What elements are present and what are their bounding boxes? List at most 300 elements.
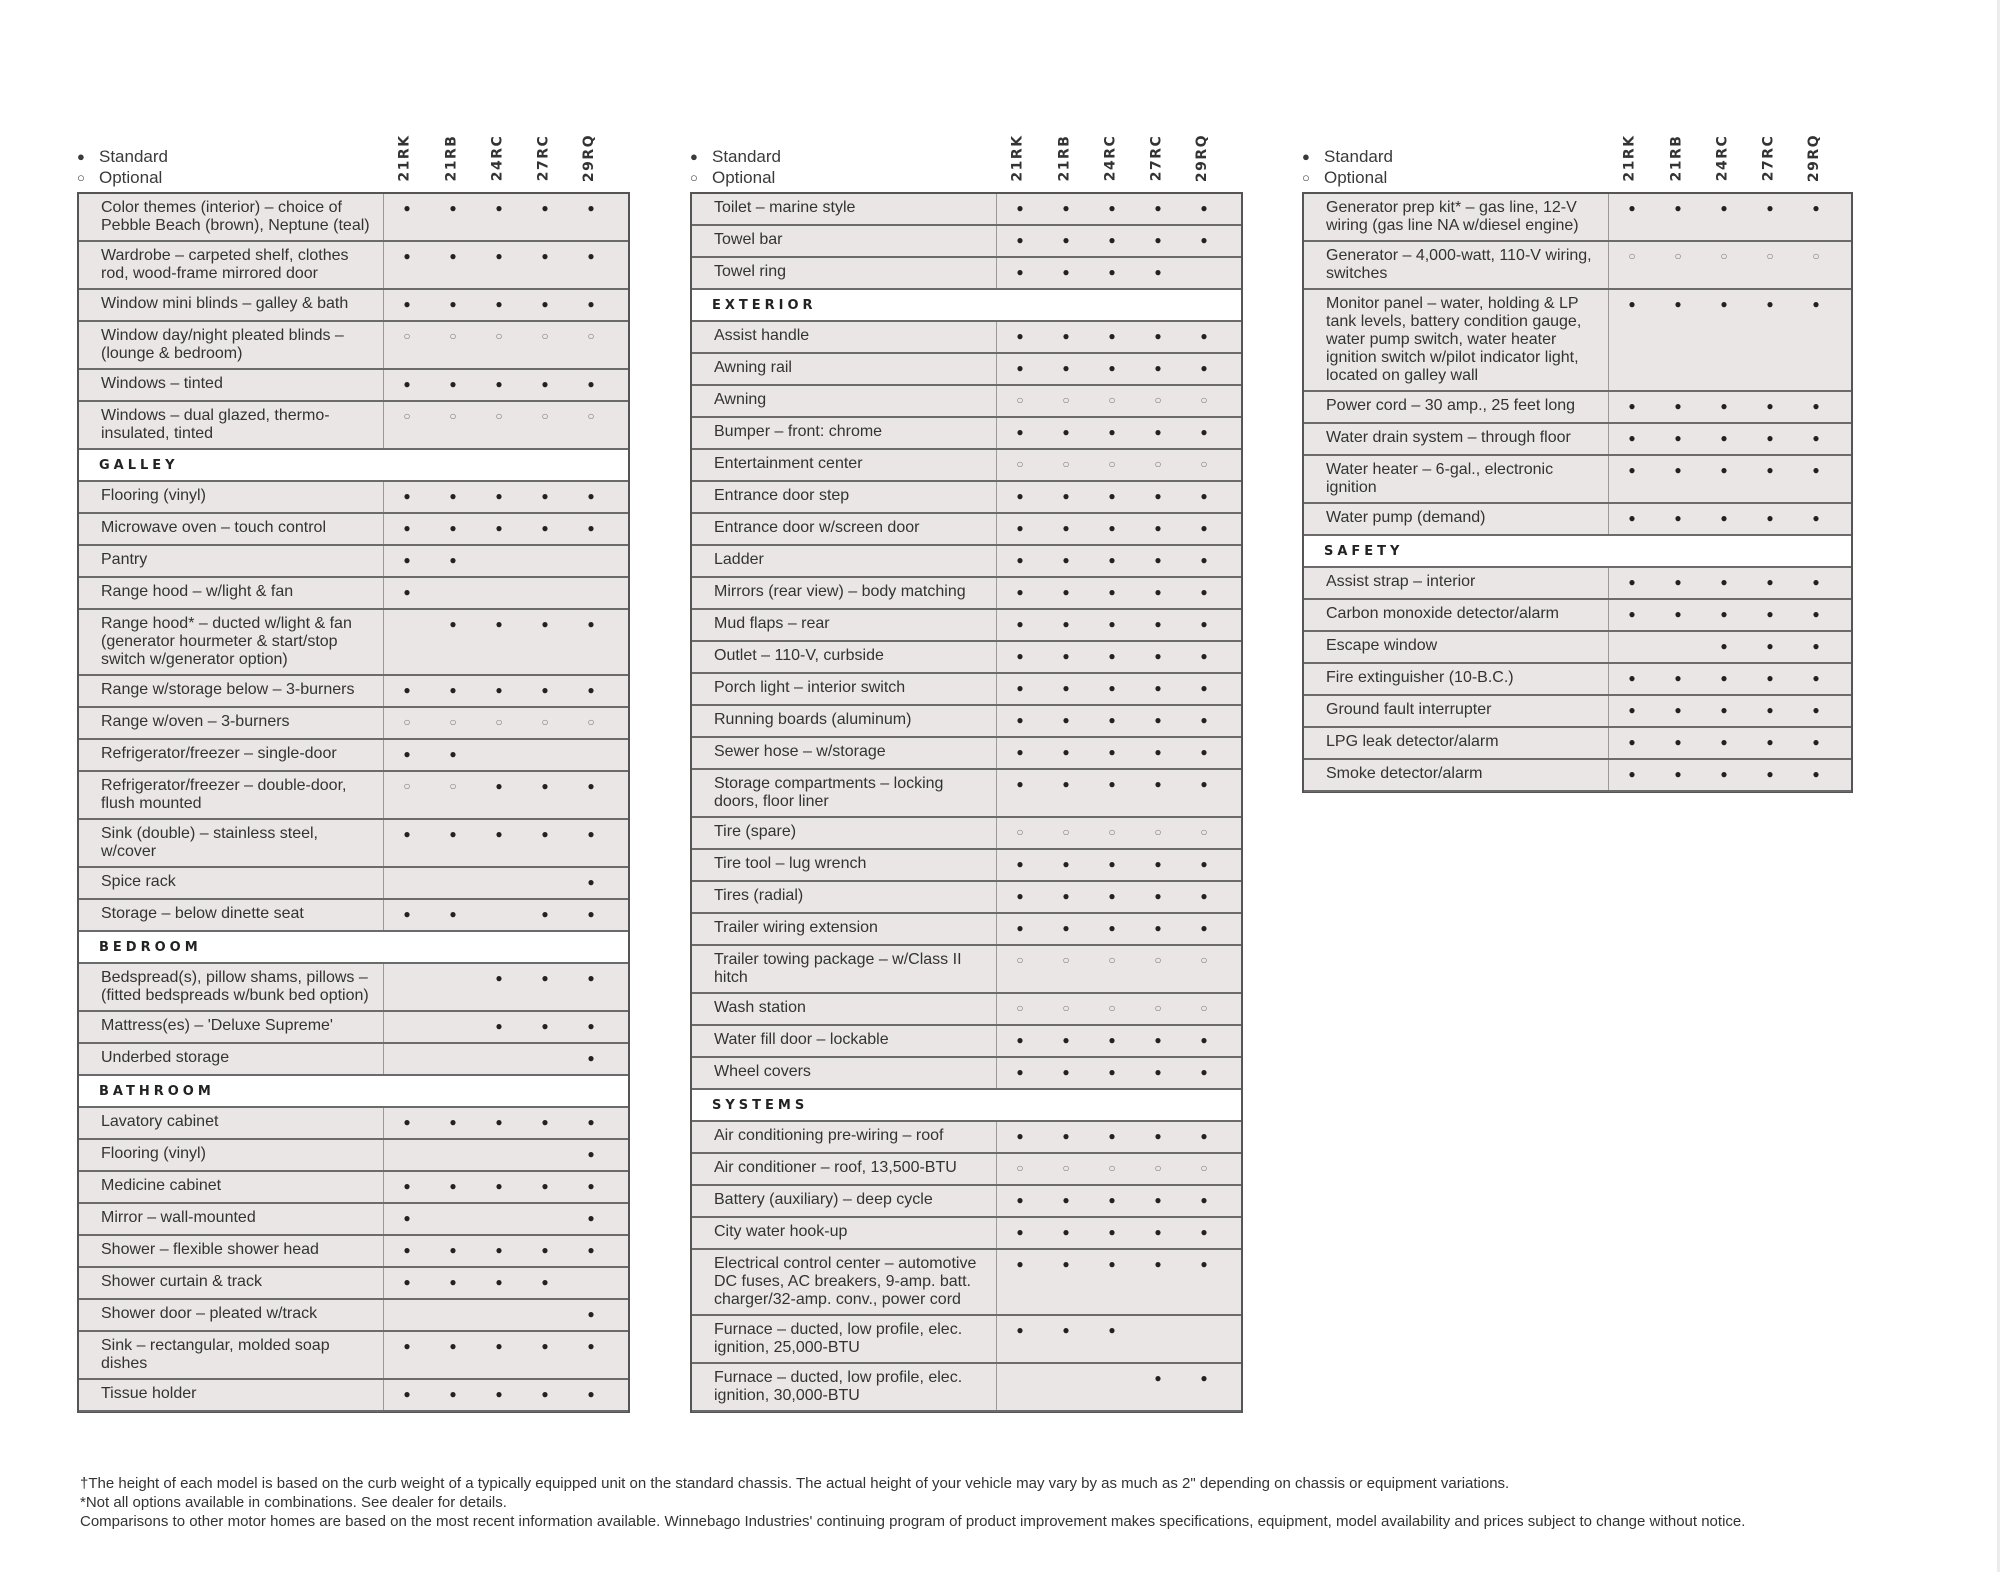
- footnote-options: *Not all options available in combinations. See dealer for details.: [80, 1494, 507, 1511]
- standard-dot-icon: [1655, 290, 1701, 312]
- standard-dot-icon: [997, 514, 1043, 536]
- feature-label: Refrigerator/freezer – single-door: [79, 740, 384, 770]
- feature-row: [692, 194, 1241, 226]
- standard-dot-icon: [1135, 418, 1181, 440]
- standard-dot-icon: [1043, 226, 1089, 248]
- optional-circle-icon: [1043, 818, 1089, 840]
- empty-cell: [1135, 1316, 1181, 1322]
- standard-dot-icon: [522, 1172, 568, 1194]
- empty-cell: [476, 740, 522, 746]
- standard-dot-icon: [1747, 664, 1793, 686]
- standard-dot-icon: [1181, 418, 1227, 440]
- standard-dot-icon: [997, 578, 1043, 600]
- optional-circle-icon: [997, 818, 1043, 840]
- empty-cell: [522, 868, 568, 874]
- standard-dot-icon: [1181, 1250, 1227, 1272]
- feature-row: [692, 642, 1241, 674]
- standard-dot-icon: [384, 740, 430, 762]
- standard-dot-icon: [1181, 642, 1227, 664]
- standard-dot-icon: [1089, 914, 1135, 936]
- standard-dot-icon: [997, 882, 1043, 904]
- feature-label: Generator prep kit* – gas line, 12-V wiring (gas line NA w/diesel engine): [1304, 194, 1609, 240]
- empty-cell: [522, 578, 568, 584]
- model-name: 21RK: [397, 134, 413, 182]
- optional-circle-icon: [1655, 242, 1701, 264]
- standard-dot-icon: [522, 514, 568, 536]
- standard-dot-icon: [430, 676, 476, 698]
- optional-circle-icon: [1701, 242, 1747, 264]
- section-header: EXTERIOR: [692, 290, 1241, 322]
- feature-label: Range w/oven – 3-burners: [79, 708, 384, 738]
- feature-label: Pantry: [79, 546, 384, 576]
- standard-dot-icon: [1655, 194, 1701, 216]
- legend-standard: [690, 146, 781, 167]
- optional-circle-icon: [1181, 1154, 1227, 1176]
- feature-label: Tires (radial): [692, 882, 997, 912]
- model-header: [1653, 116, 1699, 188]
- standard-dot-icon: [1181, 1058, 1227, 1080]
- feature-label: Tissue holder: [79, 1380, 384, 1410]
- standard-dot-icon: [1701, 456, 1747, 478]
- feature-label: Mirrors (rear view) – body matching: [692, 578, 997, 608]
- feature-row: [79, 1140, 628, 1172]
- standard-dot-icon: [1747, 568, 1793, 590]
- optional-circle-icon: [1043, 946, 1089, 968]
- feature-label: Water heater – 6-gal., electronic ignition: [1304, 456, 1609, 502]
- empty-cell: [476, 1300, 522, 1306]
- standard-dot-icon: [1181, 1186, 1227, 1208]
- standard-dot-icon: [1043, 610, 1089, 632]
- standard-dot-icon: [1747, 728, 1793, 750]
- section-header: GALLEY: [79, 450, 628, 482]
- feature-label: Window day/night pleated blinds – (lounge & bedroom): [79, 322, 384, 368]
- standard-dot-icon: [1793, 632, 1839, 654]
- standard-dot-icon: [1135, 610, 1181, 632]
- standard-dot-icon: [1609, 424, 1655, 446]
- empty-cell: [1181, 1316, 1227, 1322]
- standard-dot-icon: [1701, 424, 1747, 446]
- standard-dot-icon: [522, 290, 568, 312]
- feature-row: [692, 946, 1241, 994]
- optional-circle-icon: [1089, 386, 1135, 408]
- feature-label: Entrance door w/screen door: [692, 514, 997, 544]
- empty-cell: [1655, 632, 1701, 638]
- standard-dot-icon: [522, 1236, 568, 1258]
- model-header: [1133, 116, 1179, 188]
- feature-label: Color themes (interior) – choice of Pebble Beach (brown), Neptune (teal): [79, 194, 384, 240]
- standard-dot-icon: [1747, 194, 1793, 216]
- optional-circle-icon: ○: [690, 170, 698, 185]
- standard-dot-icon: [1135, 1058, 1181, 1080]
- feature-row: [1304, 696, 1851, 728]
- standard-dot-icon: [1089, 578, 1135, 600]
- feature-row: [79, 1108, 628, 1140]
- feature-label: Wheel covers: [692, 1058, 997, 1088]
- standard-dot-icon: [384, 900, 430, 922]
- standard-dot-icon: [1043, 1316, 1089, 1338]
- feature-row: [79, 1172, 628, 1204]
- standard-dot-icon: [1043, 194, 1089, 216]
- standard-dot-icon: [384, 1268, 430, 1290]
- standard-dot-icon: [1089, 1058, 1135, 1080]
- standard-dot-icon: [384, 1204, 430, 1226]
- standard-dot-icon: [1135, 1218, 1181, 1240]
- standard-dot-icon: [522, 772, 568, 794]
- standard-dot-icon: [430, 290, 476, 312]
- feature-row: [692, 818, 1241, 850]
- standard-dot-icon: [1089, 418, 1135, 440]
- legend-optional: [1302, 167, 1393, 188]
- standard-dot-icon: [997, 706, 1043, 728]
- standard-dot-icon: [997, 1122, 1043, 1144]
- feature-label: Outlet – 110-V, curbside: [692, 642, 997, 672]
- standard-dot-icon: [1655, 600, 1701, 622]
- standard-dot-icon: [1043, 674, 1089, 696]
- optional-circle-icon: [1089, 994, 1135, 1016]
- section-header: SYSTEMS: [692, 1090, 1241, 1122]
- feature-label: Toilet – marine style: [692, 194, 997, 224]
- standard-dot-icon: [1043, 914, 1089, 936]
- standard-dot-icon: [1043, 642, 1089, 664]
- optional-circle-icon: [476, 708, 522, 730]
- model-name: 24RC: [489, 134, 506, 182]
- standard-dot-icon: [1089, 642, 1135, 664]
- optional-circle-icon: [1043, 1154, 1089, 1176]
- standard-dot-icon: [522, 242, 568, 264]
- model-name: 27RC: [535, 134, 552, 182]
- standard-dot-icon: [522, 610, 568, 632]
- standard-dot-icon: [1043, 514, 1089, 536]
- feature-row: [79, 578, 628, 610]
- model-name: 29RQ: [1194, 133, 1211, 183]
- feature-label: Furnace – ducted, low profile, elec. ignition, 30,000-BTU: [692, 1364, 997, 1410]
- optional-circle-icon: [1089, 1154, 1135, 1176]
- standard-dot-icon: [1135, 482, 1181, 504]
- feature-row: [692, 1026, 1241, 1058]
- standard-dot-icon: [1043, 578, 1089, 600]
- feature-label: Window mini blinds – galley & bath: [79, 290, 384, 320]
- feature-label: Assist handle: [692, 322, 997, 352]
- standard-dot-icon: [1747, 696, 1793, 718]
- standard-dot-icon: [1089, 1250, 1135, 1272]
- standard-dot-icon: [997, 226, 1043, 248]
- feature-row: [692, 738, 1241, 770]
- optional-circle-icon: [384, 402, 430, 424]
- standard-dot-icon: [1043, 882, 1089, 904]
- empty-cell: [384, 1012, 430, 1018]
- standard-dot-icon: [568, 1172, 614, 1194]
- legend-optional-label: Optional: [712, 168, 776, 187]
- standard-dot-icon: [1135, 578, 1181, 600]
- standard-dot-icon: [568, 610, 614, 632]
- feature-label: Underbed storage: [79, 1044, 384, 1074]
- optional-circle-icon: [1089, 946, 1135, 968]
- feature-row: [1304, 424, 1851, 456]
- feature-row: [1304, 392, 1851, 424]
- standard-dot-icon: [1609, 760, 1655, 782]
- standard-dot-icon: [997, 354, 1043, 376]
- feature-row: [692, 706, 1241, 738]
- standard-dot-icon: [1043, 418, 1089, 440]
- standard-dot-icon: [1043, 850, 1089, 872]
- standard-dot-icon: [1135, 914, 1181, 936]
- standard-dot-icon: [522, 1332, 568, 1354]
- feature-row: [79, 322, 628, 370]
- feature-label: Sink (double) – stainless steel, w/cover: [79, 820, 384, 866]
- standard-dot-icon: [384, 676, 430, 698]
- standard-dot-icon: [1043, 1218, 1089, 1240]
- legend-optional-label: Optional: [99, 168, 163, 187]
- standard-dot-icon: [1135, 850, 1181, 872]
- optional-circle-icon: [1181, 818, 1227, 840]
- standard-dot-icon: [1701, 696, 1747, 718]
- standard-dot-icon: [522, 1012, 568, 1034]
- standard-dot-icon: [476, 772, 522, 794]
- feature-label: Tire tool – lug wrench: [692, 850, 997, 880]
- feature-label: Bedspread(s), pillow shams, pillows – (fitted bedspreads w/bunk bed option): [79, 964, 384, 1010]
- empty-cell: [522, 740, 568, 746]
- feature-row: [692, 354, 1241, 386]
- feature-row: [79, 1268, 628, 1300]
- feature-row: [692, 770, 1241, 818]
- standard-dot-icon: [1043, 770, 1089, 792]
- feature-row: [79, 1044, 628, 1076]
- standard-dot-icon: [1089, 1026, 1135, 1048]
- standard-dot-icon: [568, 820, 614, 842]
- feature-row: [692, 258, 1241, 290]
- standard-dot-icon: [1043, 258, 1089, 280]
- empty-cell: [522, 1204, 568, 1210]
- empty-cell: [568, 740, 614, 746]
- empty-cell: [476, 578, 522, 584]
- feature-row: [79, 1012, 628, 1044]
- feature-row: [79, 402, 628, 450]
- feature-row: [692, 322, 1241, 354]
- standard-dot-icon: [1135, 546, 1181, 568]
- feature-label: Refrigerator/freezer – double-door, flush mounted: [79, 772, 384, 818]
- standard-dot-icon: [997, 482, 1043, 504]
- standard-dot-icon: [1747, 392, 1793, 414]
- feature-label: Trailer wiring extension: [692, 914, 997, 944]
- standard-dot-icon: [1181, 914, 1227, 936]
- standard-dot-icon: [1181, 226, 1227, 248]
- standard-dot-icon: [568, 1044, 614, 1066]
- feature-label: Assist strap – interior: [1304, 568, 1609, 598]
- standard-dot-icon: [522, 370, 568, 392]
- optional-circle-icon: [997, 450, 1043, 472]
- feature-row: [692, 226, 1241, 258]
- feature-label: Towel ring: [692, 258, 997, 288]
- feature-label: Running boards (aluminum): [692, 706, 997, 736]
- feature-column-2: [690, 108, 1243, 1413]
- standard-dot-icon: [384, 820, 430, 842]
- feature-label: Fire extinguisher (10-B.C.): [1304, 664, 1609, 694]
- standard-dot-icon: [1181, 882, 1227, 904]
- standard-dot-icon: [1181, 482, 1227, 504]
- empty-cell: [430, 1300, 476, 1306]
- footnote-disclaimer: Comparisons to other motor homes are based on the most recent information available. Winnebago Industries' continuing program of product improvement makes specifications, equipment, model availability and prices subject to change without notice.: [80, 1513, 1746, 1530]
- standard-dot-icon: [384, 194, 430, 216]
- standard-dot-icon: [1135, 1364, 1181, 1386]
- feature-label: Ladder: [692, 546, 997, 576]
- standard-dot-icon: [476, 242, 522, 264]
- standard-dot-icon: [568, 1332, 614, 1354]
- feature-row: [692, 1186, 1241, 1218]
- feature-row: [1304, 632, 1851, 664]
- feature-row: [692, 1316, 1241, 1364]
- optional-circle-icon: [430, 772, 476, 794]
- standard-dot-icon: [568, 290, 614, 312]
- empty-cell: [1181, 258, 1227, 264]
- legend-standard-label: Standard: [99, 147, 168, 166]
- standard-dot-icon: [1043, 546, 1089, 568]
- standard-dot-icon: [1089, 322, 1135, 344]
- legend-optional: [77, 167, 168, 188]
- feature-label: Tire (spare): [692, 818, 997, 848]
- empty-cell: [384, 1300, 430, 1306]
- standard-dot-icon: [1701, 504, 1747, 526]
- feature-row: [1304, 728, 1851, 760]
- standard-dot-icon: [997, 546, 1043, 568]
- standard-dot-icon: [1747, 504, 1793, 526]
- standard-dot-icon: [1793, 194, 1839, 216]
- feature-row: [79, 370, 628, 402]
- feature-label: Awning rail: [692, 354, 997, 384]
- standard-dot-icon: [997, 914, 1043, 936]
- standard-dot-icon: [1609, 728, 1655, 750]
- feature-row: [79, 290, 628, 322]
- legend: [690, 146, 781, 188]
- empty-cell: [522, 1300, 568, 1306]
- standard-dot-icon: [430, 820, 476, 842]
- standard-dot-icon: [1089, 546, 1135, 568]
- standard-dot-icon: [1747, 600, 1793, 622]
- standard-dot-icon: [568, 964, 614, 986]
- standard-dot-icon: [997, 1250, 1043, 1272]
- standard-dot-icon: [476, 370, 522, 392]
- section-header: SAFETY: [1304, 536, 1851, 568]
- standard-dot-icon: ●: [1302, 149, 1310, 164]
- standard-dot-icon: [1793, 568, 1839, 590]
- feature-label: Entertainment center: [692, 450, 997, 480]
- legend-optional: [690, 167, 781, 188]
- feature-row: [692, 418, 1241, 450]
- standard-dot-icon: [476, 1268, 522, 1290]
- standard-dot-icon: [384, 1380, 430, 1402]
- standard-dot-icon: [1747, 424, 1793, 446]
- standard-dot-icon: [1089, 258, 1135, 280]
- empty-cell: [1043, 1364, 1089, 1370]
- standard-dot-icon: [568, 370, 614, 392]
- standard-dot-icon: [1181, 674, 1227, 696]
- standard-dot-icon: [522, 1108, 568, 1130]
- legend: [1302, 146, 1393, 188]
- feature-row: [79, 610, 628, 676]
- empty-cell: [476, 1204, 522, 1210]
- standard-dot-icon: [1181, 706, 1227, 728]
- feature-row: [79, 546, 628, 578]
- optional-circle-icon: [1135, 1154, 1181, 1176]
- standard-dot-icon: [430, 900, 476, 922]
- feature-label: Range w/storage below – 3-burners: [79, 676, 384, 706]
- standard-dot-icon: [997, 610, 1043, 632]
- feature-row: [79, 482, 628, 514]
- feature-row: [79, 1380, 628, 1412]
- standard-dot-icon: [1181, 194, 1227, 216]
- standard-dot-icon: [997, 1026, 1043, 1048]
- model-name: 24RC: [1102, 134, 1119, 182]
- optional-circle-icon: [1043, 386, 1089, 408]
- optional-circle-icon: [522, 402, 568, 424]
- empty-cell: [476, 1140, 522, 1146]
- standard-dot-icon: [1181, 610, 1227, 632]
- feature-row: [79, 676, 628, 708]
- standard-dot-icon: [430, 1236, 476, 1258]
- standard-dot-icon: [384, 1332, 430, 1354]
- standard-dot-icon: [1655, 760, 1701, 782]
- optional-circle-icon: [1181, 946, 1227, 968]
- optional-circle-icon: [1043, 450, 1089, 472]
- standard-dot-icon: [1701, 728, 1747, 750]
- standard-dot-icon: [1701, 632, 1747, 654]
- model-header: [1087, 116, 1133, 188]
- empty-cell: [997, 1364, 1043, 1370]
- standard-dot-icon: [384, 578, 430, 600]
- optional-circle-icon: [1135, 386, 1181, 408]
- empty-cell: [522, 1140, 568, 1146]
- standard-dot-icon: [384, 370, 430, 392]
- feature-table: [77, 192, 630, 1413]
- feature-row: [692, 882, 1241, 914]
- standard-dot-icon: [1793, 696, 1839, 718]
- standard-dot-icon: [1089, 1122, 1135, 1144]
- feature-row: [692, 482, 1241, 514]
- optional-circle-icon: ○: [1302, 170, 1310, 185]
- optional-circle-icon: [430, 402, 476, 424]
- standard-dot-icon: [568, 676, 614, 698]
- feature-label: Furnace – ducted, low profile, elec. ignition, 25,000-BTU: [692, 1316, 997, 1362]
- feature-label: Battery (auxiliary) – deep cycle: [692, 1186, 997, 1216]
- model-header: [520, 116, 566, 188]
- standard-dot-icon: [1089, 514, 1135, 536]
- legend-standard: [1302, 146, 1393, 167]
- empty-cell: [384, 1044, 430, 1050]
- model-header: [428, 116, 474, 188]
- feature-label: Ground fault interrupter: [1304, 696, 1609, 726]
- model-header: [1699, 116, 1745, 188]
- feature-table: [1302, 192, 1853, 793]
- standard-dot-icon: [997, 1058, 1043, 1080]
- feature-row: [79, 772, 628, 820]
- optional-circle-icon: [1135, 818, 1181, 840]
- standard-dot-icon: [1089, 1316, 1135, 1338]
- optional-circle-icon: [384, 708, 430, 730]
- standard-dot-icon: [568, 1300, 614, 1322]
- model-name: 29RQ: [1806, 133, 1823, 183]
- standard-dot-icon: [997, 770, 1043, 792]
- standard-dot-icon: [430, 1268, 476, 1290]
- feature-label: Windows – dual glazed, thermo-insulated, tinted: [79, 402, 384, 448]
- model-header: [1607, 116, 1653, 188]
- feature-row: [692, 1250, 1241, 1316]
- footnote-height: †The height of each model is based on the curb weight of a typically equipped unit on the standard chassis. The actual height of your vehicle may vary by as much as 2" depending on chassis or equipment variations.: [80, 1475, 1510, 1492]
- standard-dot-icon: [522, 1268, 568, 1290]
- standard-dot-icon: [568, 1380, 614, 1402]
- feature-label: Flooring (vinyl): [79, 482, 384, 512]
- feature-row: [1304, 242, 1851, 290]
- standard-dot-icon: [1747, 760, 1793, 782]
- optional-circle-icon: [568, 322, 614, 344]
